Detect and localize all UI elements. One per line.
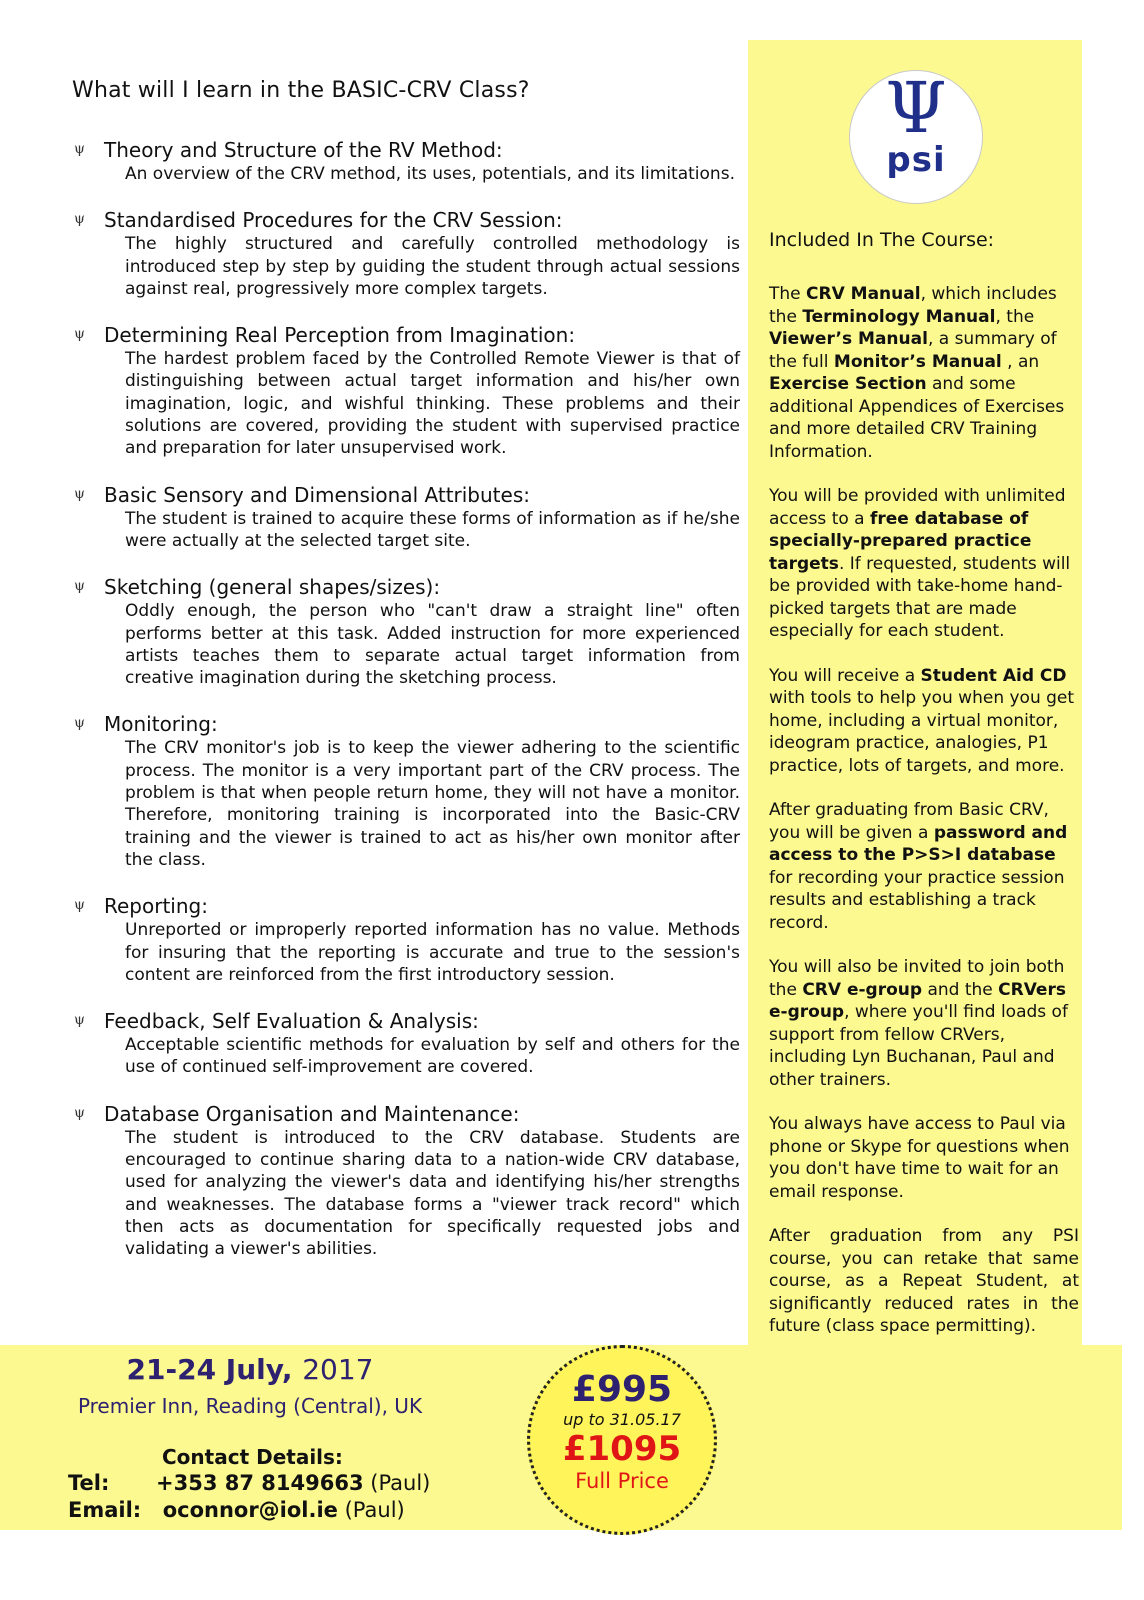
event-venue: Premier Inn, Reading (Central), UK [77,1394,423,1418]
inclusions-cd: You will receive a Student Aid CD with tools to help you when you get home, including a virtual monitor, ideogram practice, analogies, P1 practice, lots of targets, and more. [769,665,1075,776]
contact-heading: Contact Details: [162,1445,343,1469]
course-topics [72,137,740,1283]
topic-heading: Feedback, Self Evaluation & Analysis: [104,1009,479,1034]
full-price: £1095 [562,1429,682,1469]
psi-bullet-icon: ψ [74,578,85,595]
topic-body: Unreported or improperly reported information has no value. Methods for insuring that the reporting is accurate and true to the session's content are reinforced from the first introductory session. [125,920,740,985]
topic-body: The hardest problem faced by the Controlled Remote Viewer is that of distinguishing between actual target information and his/her own imagination, logic, and wishful thinking. These problems and their solutions are covered, providing the student with supervised practice and preparation for later unsupervised work. [125,349,740,459]
full-price-label: Full Price [575,1469,669,1493]
inclusions-access: You always have access to Paul via phone or Skype for questions when you don't have time to wait for an email response. [769,1114,1070,1202]
topic-heading: Reporting: [104,894,208,919]
topic-body: The student is trained to acquire these forms of information as if he/she were actually at the selected target site. [125,508,740,551]
psi-bullet-icon: ψ [74,211,85,228]
psi-bullet-icon: ψ [74,141,85,157]
psi-bullet-icon: ψ [74,1104,85,1121]
event-dates: 21-24 July, 2017 [126,1353,374,1386]
topic-body: Acceptable scientific methods for evaluation by self and others for the use of continued self-improvement are covered. [125,1035,740,1078]
email-link[interactable]: oconnor@iol.ie [162,1498,338,1522]
early-price-deadline: up to 31.05.17 [563,1410,681,1429]
topic-heading: Determining Real Perception from Imagination: [104,323,576,348]
psi-logo-text: psi [886,140,946,180]
inclusions-password: After graduating from Basic CRV, you will be given a password and access to the P>S>I database for recording your practice session results and establishing a track record. [769,800,1068,933]
topic-item [72,1101,740,1261]
inclusions-heading: Included In The Course: [769,229,995,251]
course-inclusions [769,228,1079,1360]
psi-bullet-icon: ψ [74,715,85,732]
topic-item [72,482,740,553]
topic-heading: Basic Sensory and Dimensional Attributes: [104,482,530,507]
psi-logo-glyph-icon: Ψ [885,67,947,149]
psi-bullet-icon: ψ [74,1012,85,1029]
topic-body: The student is introduced to the CRV database. Students are encouraged to continue sharing data to a nation-wide CRV database, used for analyzing the viewer's data and identifying his/her strengths and weaknesses. The database forms a "viewer track record" which then acts as documentation for specifically requested jobs and validating a viewer's abilities. [125,1127,740,1260]
inclusions-repeat: After graduation from any PSI course, you can retake that same course, as a Repeat Student, at significantly reduced rates in the future (class space permitting). [769,1226,1079,1336]
topic-item [72,711,740,871]
psi-bullet-icon: ψ [74,326,85,343]
topic-item [72,207,740,300]
topic-item [72,1008,740,1079]
inclusions-database: You will be provided with unlimited access to a free database of specially-prepared practice targets. If requested, students will be provided with take-home hand-picked targets that are made especially for each student. [769,486,1071,641]
topic-item [72,137,740,185]
page-title: What will I learn in the BASIC-CRV Class? [72,78,530,103]
contact-email: Email: oconnor@iol.ie (Paul) [68,1498,405,1522]
inclusions-manuals: The CRV Manual, which includes the Terminology Manual, the Viewer’s Manual, a summary of the full Monitor’s Manual , an Exercise Section and some additional Appendices of Exercises and more detailed CRV Training Information. [769,284,1065,462]
inclusions-egroups: You will also be invited to join both the CRV e-group and the CRVers e-group, where you'll find loads of support from fellow CRVers, including Lyn Buchanan, Paul and other trainers. [769,957,1068,1090]
topic-heading: Database Organisation and Maintenance: [104,1101,520,1126]
contact-tel: Tel: +353 87 8149663 (Paul) [68,1471,431,1495]
topic-body: The CRV monitor's job is to keep the viewer adhering to the scientific process. The monitor is a very important part of the CRV process. The problem is that when people return home, they will not have a monitor. Therefore, monitoring training is incorporated into the Basic-CRV training and the viewer is trained to act as his/her own monitor after the class. [125,738,740,870]
topic-heading: Monitoring: [104,712,218,737]
price-seal [527,1345,717,1535]
psi-bullet-icon: ψ [74,897,85,914]
topic-item [72,893,740,986]
topic-body: The highly structured and carefully controlled methodology is introduced step by step by guiding the student through actual sessions against real, progressively more complex targets. [125,234,740,299]
topic-item [72,574,740,689]
topic-heading: Standardised Procedures for the CRV Session: [104,208,563,233]
psi-logo [849,67,983,204]
topic-heading: Theory and Structure of the RV Method: [104,138,503,162]
topic-body: An overview of the CRV method, its uses, potentials, and its limitations. [125,164,735,184]
topic-body: Oddly enough, the person who "can't draw a straight line" often performs better at this task. Added instruction for more experienced artists teaches them to separate actual target information from creative imagination during the sketching process. [125,601,740,689]
topic-heading: Sketching (general shapes/sizes): [104,575,441,600]
early-price: £995 [571,1369,673,1410]
psi-bullet-icon: ψ [74,485,85,502]
topic-item [72,322,740,459]
